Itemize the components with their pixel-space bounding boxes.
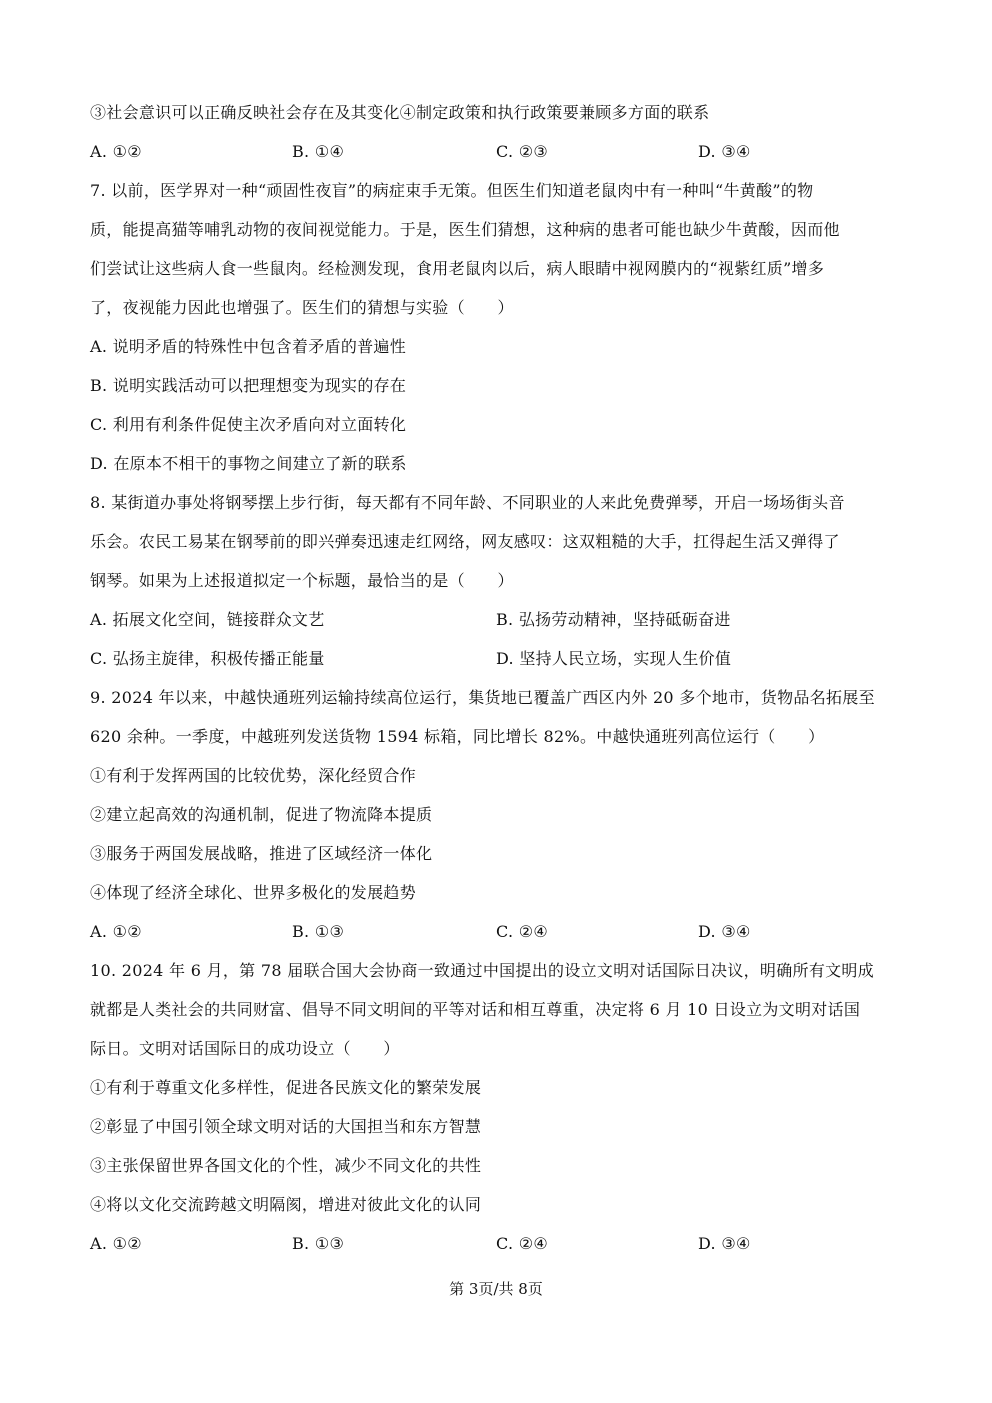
q6-option-b: B. ①④ bbox=[292, 142, 345, 161]
q6-options bbox=[90, 142, 910, 162]
q8-option-b: B. 弘扬劳动精神，坚持砥砺奋进 bbox=[496, 610, 731, 629]
q8-option-d: D. 坚持人民立场，实现人生价值 bbox=[496, 649, 732, 668]
q9-option-c: C. ②④ bbox=[496, 922, 549, 941]
q7-option-b: B. 说明实践活动可以把理想变为现实的存在 bbox=[90, 376, 407, 395]
page-number: 第 3页/共 8页 bbox=[449, 1280, 543, 1298]
q7-option-a: A. 说明矛盾的特殊性中包含着矛盾的普遍性 bbox=[90, 337, 407, 356]
q7-option-d: D. 在原本不相干的事物之间建立了新的联系 bbox=[90, 454, 407, 473]
q9-stem-line: 620 余种。一季度，中越班列发送货物 1594 标箱，同比增长 82%。中越快通班列高位运行（ ） bbox=[90, 727, 825, 746]
q7-stem-line: 了，夜视能力因此也增强了。医生们的猜想与实验（ ） bbox=[90, 298, 514, 317]
q9-option-a: A. ①② bbox=[90, 922, 142, 941]
q10-item-1: ①有利于尊重文化多样性，促进各民族文化的繁荣发展 bbox=[90, 1078, 482, 1097]
q6-item-3-4: ③社会意识可以正确反映社会存在及其变化④制定政策和执行政策要兼顾多方面的联系 bbox=[90, 103, 710, 122]
q8-option-a: A. 拓展文化空间，链接群众文艺 bbox=[90, 610, 325, 629]
q10-item-2: ②彰显了中国引领全球文明对话的大国担当和东方智慧 bbox=[90, 1117, 482, 1136]
q7-stem-line: 质，能提高猫等哺乳动物的夜间视觉能力。于是，医生们猜想，这种病的患者可能也缺少牛黄酸，因而他 bbox=[90, 220, 840, 239]
q9-option-b: B. ①③ bbox=[292, 922, 345, 941]
q10-stem-line: 就都是人类社会的共同财富、倡导不同文明间的平等对话和相互尊重，决定将 6 月 10 日设立为文明对话国 bbox=[90, 1000, 861, 1019]
q10-option-a: A. ①② bbox=[90, 1234, 142, 1253]
q10-option-d: D. ③④ bbox=[698, 1234, 751, 1253]
q10-stem-line: 10. 2024 年 6 月，第 78 届联合国大会协商一致通过中国提出的设立文明对话国际日决议，明确所有文明成 bbox=[90, 961, 875, 980]
q8-options-row bbox=[90, 649, 910, 669]
q10-stem-line: 际日。文明对话国际日的成功设立（ ） bbox=[90, 1039, 400, 1058]
q9-item-2: ②建立起高效的沟通机制，促进了物流降本提质 bbox=[90, 805, 433, 824]
q9-item-1: ①有利于发挥两国的比较优势，深化经贸合作 bbox=[90, 766, 417, 785]
q9-options bbox=[90, 922, 910, 942]
q7-option-c: C. 利用有利条件促使主次矛盾向对立面转化 bbox=[90, 415, 407, 434]
q10-option-b: B. ①③ bbox=[292, 1234, 345, 1253]
q8-stem-line: 钢琴。如果为上述报道拟定一个标题，最恰当的是（ ） bbox=[90, 571, 514, 590]
q10-option-c: C. ②④ bbox=[496, 1234, 549, 1253]
q6-option-a: A. ①② bbox=[90, 142, 142, 161]
q8-stem-line: 8. 某街道办事处将钢琴摆上步行街，每天都有不同年龄、不同职业的人来此免费弹琴，开启一场场街头音 bbox=[90, 493, 845, 512]
q10-item-3: ③主张保留世界各国文化的个性，减少不同文化的共性 bbox=[90, 1156, 482, 1175]
q7-stem-line: 们尝试让这些病人食一些鼠肉。经检测发现，食用老鼠肉以后，病人眼睛中视网膜内的“视紫红质”增多 bbox=[90, 259, 825, 278]
q6-option-d: D. ③④ bbox=[698, 142, 751, 161]
q8-options-row bbox=[90, 610, 910, 630]
q6-option-c: C. ②③ bbox=[496, 142, 549, 161]
q9-item-3: ③服务于两国发展战略，推进了区域经济一体化 bbox=[90, 844, 433, 863]
q10-item-4: ④将以文化交流跨越文明隔阂，增进对彼此文化的认同 bbox=[90, 1195, 482, 1214]
q9-item-4: ④体现了经济全球化、世界多极化的发展趋势 bbox=[90, 883, 417, 902]
q10-options bbox=[90, 1234, 910, 1254]
q9-stem-line: 9. 2024 年以来，中越快通班列运输持续高位运行，集货地已覆盖广西区内外 20 多个地市，货物品名拓展至 bbox=[90, 688, 875, 707]
q8-option-c: C. 弘扬主旋律，积极传播正能量 bbox=[90, 649, 325, 668]
q9-option-d: D. ③④ bbox=[698, 922, 751, 941]
q7-stem-line: 7. 以前，医学界对一种“顽固性夜盲”的病症束手无策。但医生们知道老鼠肉中有一种叫“牛黄酸”的物 bbox=[90, 181, 814, 200]
q8-stem-line: 乐会。农民工易某在钢琴前的即兴弹奏迅速走红网络，网友感叹：这双粗糙的大手，扛得起生活又弹得了 bbox=[90, 532, 840, 551]
